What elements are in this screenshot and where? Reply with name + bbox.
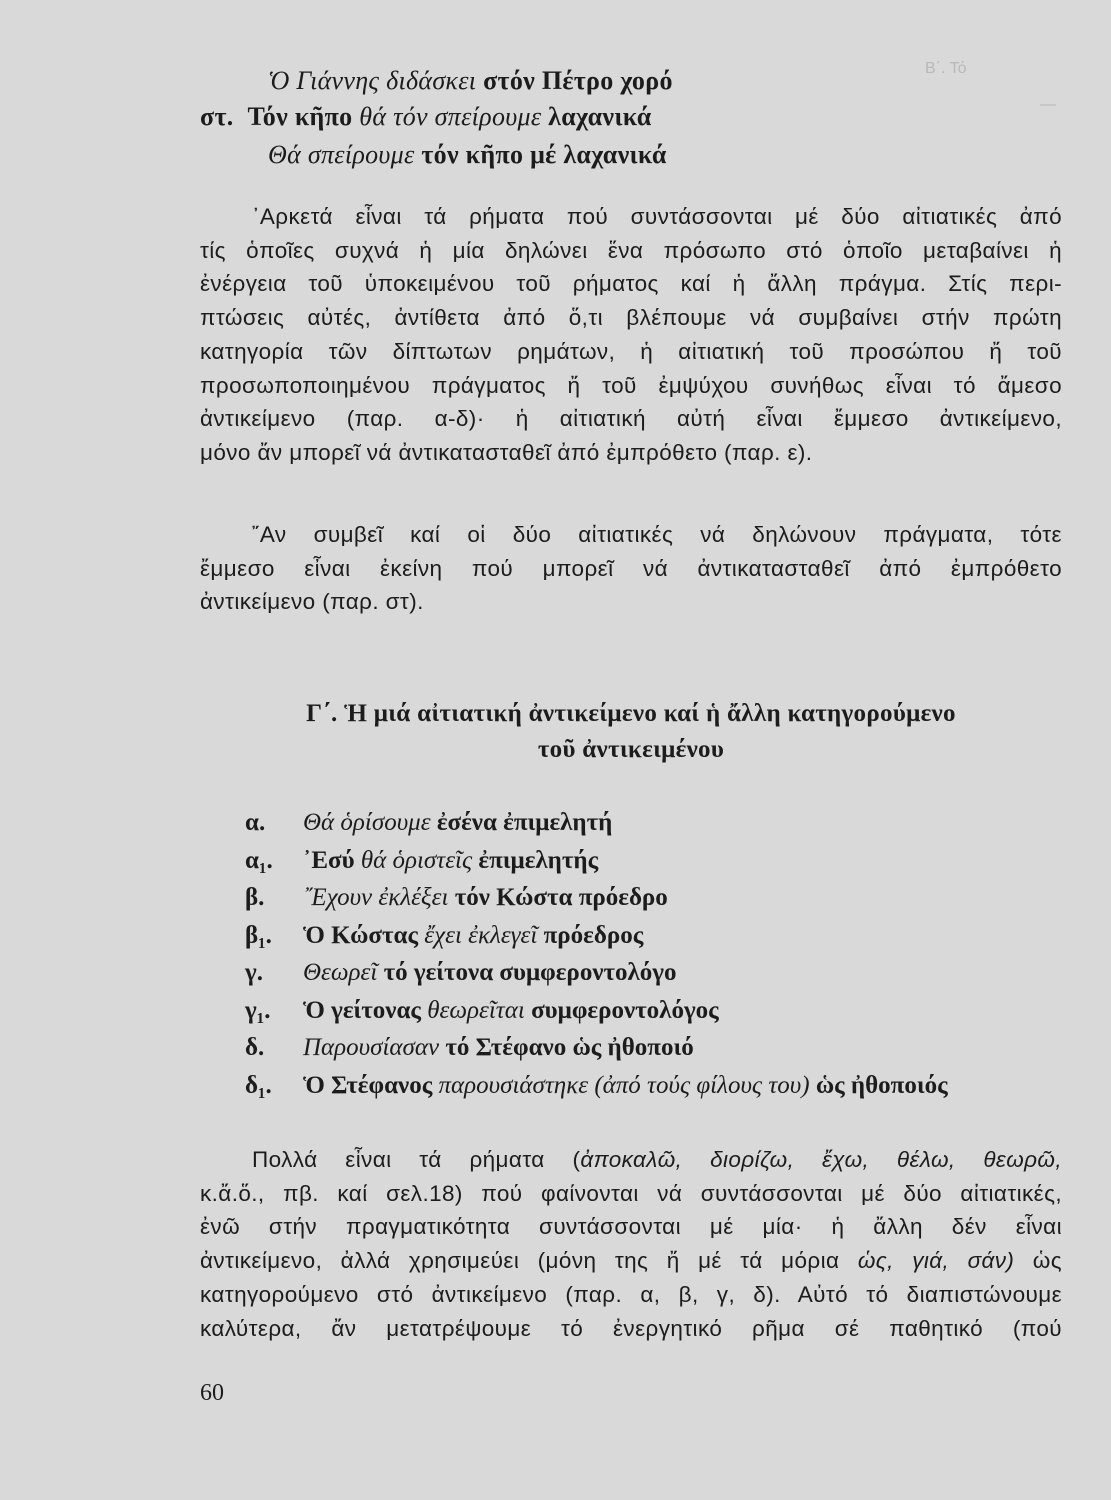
- text-run: Τόν κῆπο: [247, 102, 360, 131]
- text-line: ῎Αν συμβεῖ καί οἱ δύο αἰτιατικές νά δηλώνουν πράγματα, τότε: [252, 522, 1062, 547]
- text-run: ἔχει ἐκλεγεῖ: [424, 921, 544, 949]
- example-label: β.: [245, 884, 265, 911]
- text-line: ἀντικείμενο (παρ. στ).: [200, 589, 424, 615]
- example-label: γ.: [245, 959, 263, 986]
- text-line: κατηγορία τῶν δίπτωτων ρημάτων, ἡ αἰτιατική τοῦ προσώπου ἤ τοῦ: [200, 338, 1062, 364]
- text-run: Θά σπείρουμε: [268, 140, 422, 169]
- text-line: μόνο ἄν μπορεῖ νά ἀντικατασταθεῖ ἀπό ἐμπρόθετο (παρ. ε).: [200, 439, 813, 465]
- paragraph-3: [200, 1143, 1062, 1345]
- text-run: συμφεροντολόγος: [531, 996, 719, 1024]
- text-run: ὡς ἠθοποιός: [815, 1071, 948, 1099]
- text-run: τό γείτονα συμφεροντολόγο: [383, 959, 677, 986]
- text-line: ἀντικείμενο (παρ. α-δ)· ἡ αἰτιατική αὐτή εἶναι ἔμμεσο ἀντικείμενο,: [200, 406, 1062, 432]
- example-row: [245, 954, 948, 992]
- example-row: [245, 1067, 948, 1105]
- example-row: [245, 842, 948, 880]
- section-heading-line-2: τοῦ ἀντικειμένου: [537, 736, 725, 763]
- text-line: πτώσεις αὐτές, ἀντίθετα ἀπό ὅ,τι βλέπουμε νά συμβαίνει στήν πρώτη: [200, 305, 1062, 331]
- example-label: δ₁.: [245, 1071, 272, 1099]
- example-label: α.: [245, 809, 266, 836]
- text-run: ῎Εχουν ἐκλέξει: [303, 884, 455, 911]
- text-run: στόν Πέτρο χορό: [483, 66, 673, 95]
- text-run: Ὁ Γιάννης διδάσκει: [268, 66, 484, 95]
- text-line: ἔμμεσο εἶναι ἐκείνη πού μπορεῖ νά ἀντικατασταθεῖ ἀπό ἐμπρόθετο: [200, 555, 1062, 581]
- page-number: 60: [200, 1380, 224, 1406]
- text-run: κατηγορούμενο στό ἀντικείμενο (παρ. α, β, γ, δ). Αὐτό τό διαπιστώνουμε: [200, 1281, 1062, 1307]
- example-line: [200, 102, 652, 132]
- example-label: β₁.: [245, 921, 272, 949]
- text-run: καλύτερα, ἄν μετατρέψουμε τό ἐνεργητικό ρῆμα σέ παθητικό (πού: [200, 1315, 1062, 1341]
- examples-list: [245, 804, 948, 1104]
- text-run: Παρουσίασαν: [303, 1034, 446, 1061]
- example-line: [268, 66, 673, 96]
- example-label: στ.: [200, 102, 234, 131]
- bleed-through-text: B΄. Τό: [925, 60, 967, 77]
- example-text: [303, 879, 668, 917]
- text-line: [200, 1210, 1062, 1244]
- example-line: [268, 140, 667, 170]
- text-run: Ὁ Στέφανος: [303, 1071, 439, 1099]
- example-row: [245, 992, 948, 1030]
- text-line: τίς ὁποῖες συχνά ἡ μία δηλώνει ἕνα πρόσωπο στό ὁποῖο μεταβαίνει ἡ: [200, 237, 1062, 263]
- section-heading-line-1: Γ΄. Ἡ μιά αἰτιατική ἀντικείμενο καί ἡ ἄλλη κατηγορούμενο: [306, 700, 956, 727]
- text-line: ἐνέργεια τοῦ ὑποκειμένου τοῦ ρήματος καί ἡ ἄλλη πράγμα. Στίς περι-: [200, 271, 1062, 297]
- text-run: ὡς: [1014, 1248, 1062, 1274]
- paragraph-1: [200, 200, 1062, 470]
- text-run: Ὁ Κώστας: [303, 921, 425, 949]
- text-run: Θεωρεῖ: [303, 959, 384, 986]
- example-text: [303, 992, 719, 1030]
- bleed-through-text: —: [1040, 96, 1056, 113]
- text-run: ἐσένα ἐπιμελητή: [436, 809, 613, 836]
- text-run: ὡς, γιά, σάν): [857, 1248, 1015, 1274]
- example-row: [245, 879, 948, 917]
- example-text: [303, 1067, 948, 1105]
- text-run: θά τόν σπείρουμε: [359, 102, 549, 131]
- text-run: ἀποκαλῶ, διορίζω, ἔχω, θέλω, θεωρῶ,: [580, 1147, 1062, 1172]
- text-run: πρόεδρος: [543, 921, 644, 949]
- text-run: Πολλά εἶναι τά ρήματα (: [252, 1147, 581, 1172]
- text-run: ἐνῶ στήν πραγματικότητα συντάσσονται μέ μία· ἡ ἄλλη δέν εἶναι: [200, 1214, 1062, 1240]
- example-label: δ.: [245, 1034, 265, 1061]
- text-run: Θά ὁρίσουμε: [303, 809, 437, 836]
- text-run: κ.ἄ.ὅ., πβ. καί σελ.18) πού φαίνονται νά συντάσσονται μέ δύο αἰτιατικές,: [200, 1180, 1062, 1206]
- example-row: [245, 1029, 948, 1067]
- text-run: Ὁ γείτονας: [303, 996, 428, 1024]
- text-line: [200, 1177, 1062, 1211]
- text-run: τό Στέφανο ὡς ἠθοποιό: [445, 1034, 694, 1061]
- text-line: [200, 1143, 1062, 1177]
- example-text: [303, 804, 612, 842]
- text-line: ᾿Αρκετά εἶναι τά ρήματα πού συντάσσονται μέ δύο αἰτιατικές ἀπό: [252, 204, 1062, 229]
- text-run: ἐπιμελητής: [478, 846, 599, 874]
- example-row: [245, 804, 948, 842]
- text-line: [200, 1312, 1062, 1346]
- example-label: α₁.: [245, 846, 273, 874]
- example-text: [303, 917, 643, 955]
- text-run: λαχανικά: [548, 102, 652, 131]
- text-run: τόν κῆπο μέ λαχανικά: [421, 140, 667, 169]
- text-line: [200, 1278, 1062, 1312]
- text-run: ἀντικείμενο, ἀλλά χρησιμεύει (μόνη της ἤ μέ τά μόρια: [200, 1248, 858, 1274]
- example-label: γ₁.: [245, 996, 271, 1024]
- paragraph-2: [200, 518, 1062, 619]
- example-row: [245, 917, 948, 955]
- text-line: [200, 1244, 1062, 1278]
- text-run: παρουσιάστηκε (ἀπό τούς φίλους του): [438, 1071, 816, 1099]
- example-text: [303, 842, 598, 880]
- example-text: [303, 954, 676, 992]
- text-line: προσωποποιημένου πράγματος ἤ τοῦ ἐμψύχου συνήθως εἶναι τό ἄμεσο: [200, 372, 1062, 398]
- section-heading: [200, 696, 1062, 768]
- text-run: θεωρεῖται: [427, 996, 532, 1024]
- text-run: τόν Κώστα πρόεδρο: [454, 884, 668, 911]
- text-run: θά ὁριστεῖς: [360, 846, 479, 874]
- example-text: [303, 1029, 694, 1067]
- text-run: ᾿Εσύ: [303, 846, 361, 874]
